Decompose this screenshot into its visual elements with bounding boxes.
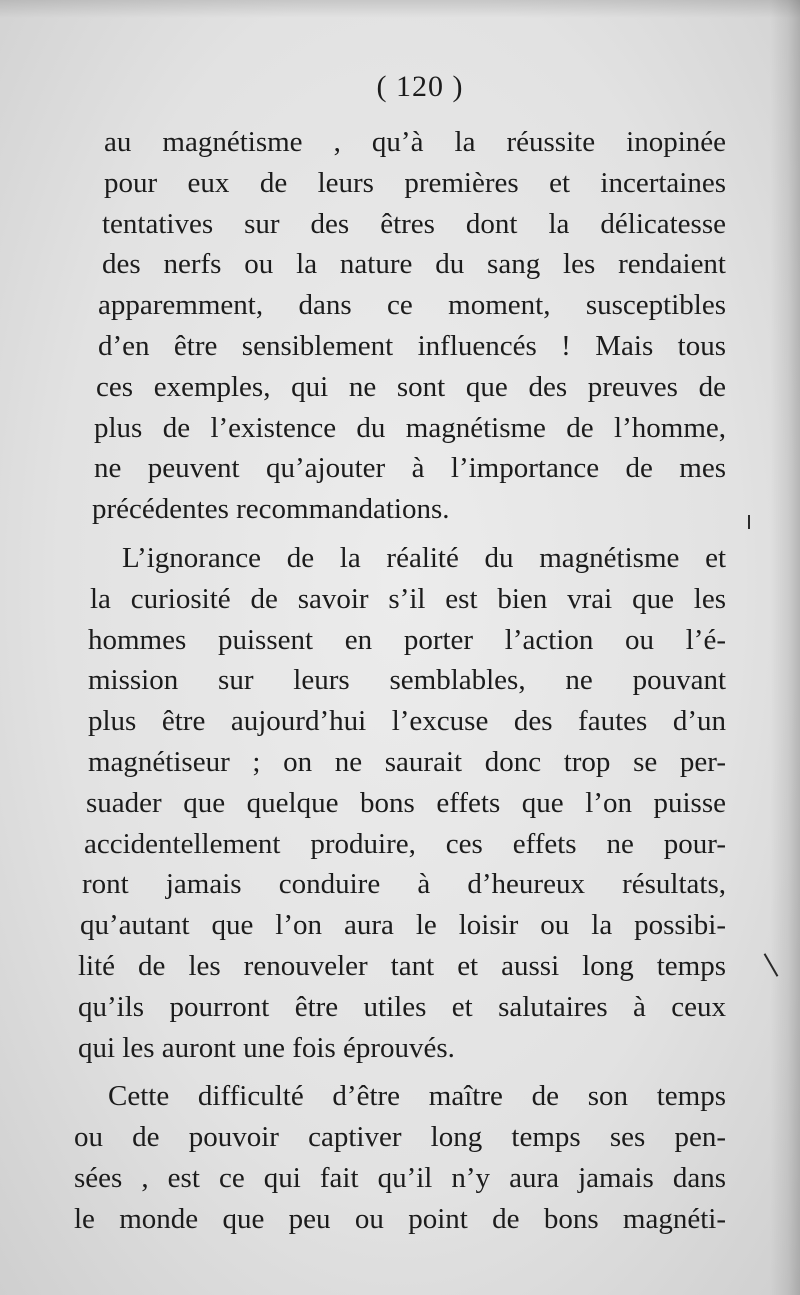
text-line: lité de les renouveler tant et aussi long temps <box>78 949 726 982</box>
text-line: plus être aujourd’hui l’excuse des fautes d’un <box>88 705 726 738</box>
text-line: qui les auront une fois éprouvés. <box>78 1031 455 1064</box>
text-line: plus de l’existence du magnétisme de l’homme, <box>94 411 726 444</box>
text-line: sées , est ce qui fait qu’il n’y aura jamais dans <box>74 1161 726 1194</box>
text-line: ces exemples, qui ne sont que des preuves de <box>96 370 726 403</box>
text-line: ou de pouvoir captiver long temps ses pen- <box>74 1121 726 1154</box>
text-line: pour eux de leurs premières et incertaines <box>104 166 726 199</box>
margin-mark <box>748 515 750 529</box>
text-line: Cette difficulté d’être maître de son temps <box>108 1080 726 1113</box>
text-line: L’ignorance de la réalité du magnétisme et <box>122 541 726 574</box>
text-line: tentatives sur des êtres dont la délicatesse <box>102 207 726 240</box>
text-line: mission sur leurs semblables, ne pouvant <box>88 664 726 697</box>
paragraph-3 <box>74 1076 726 1239</box>
text-line: d’en être sensiblement influencés ! Mais tous <box>98 329 726 362</box>
text-line: hommes puissent en porter l’action ou l’é- <box>88 623 726 656</box>
text-line: magnétiseur ; on ne saurait donc trop se per- <box>88 745 726 778</box>
text-line: au magnétisme , qu’à la réussite inopinée <box>104 126 726 158</box>
text-line: précédentes recommandations. <box>92 493 450 526</box>
text-line: qu’ils pourront être utiles et salutaires à ceux <box>78 990 726 1023</box>
text-line: des nerfs ou la nature du sang les rendaient <box>102 248 726 281</box>
paragraph-2 <box>74 538 726 1068</box>
text-line: ront jamais conduire à d’heureux résultats, <box>82 868 726 901</box>
page-edge-shadow <box>770 0 800 1295</box>
page-top-shadow <box>0 0 800 18</box>
text-line: apparemment, dans ce moment, susceptibles <box>98 289 726 322</box>
text-line: ne peuvent qu’ajouter à l’importance de mes <box>94 452 726 485</box>
paragraph-1 <box>74 122 726 530</box>
text-line: le monde que peu ou point de bons magnéti- <box>74 1202 726 1235</box>
page-number: ( 120 ) <box>376 70 464 103</box>
text-line: accidentellement produire, ces effets ne pour- <box>84 827 726 860</box>
text-line: qu’autant que l’on aura le loisir ou la possibi- <box>80 909 726 942</box>
text-line: suader que quelque bons effets que l’on puisse <box>86 786 726 819</box>
body-text <box>74 122 726 1240</box>
text-line: la curiosité de savoir s’il est bien vrai que les <box>90 582 726 615</box>
